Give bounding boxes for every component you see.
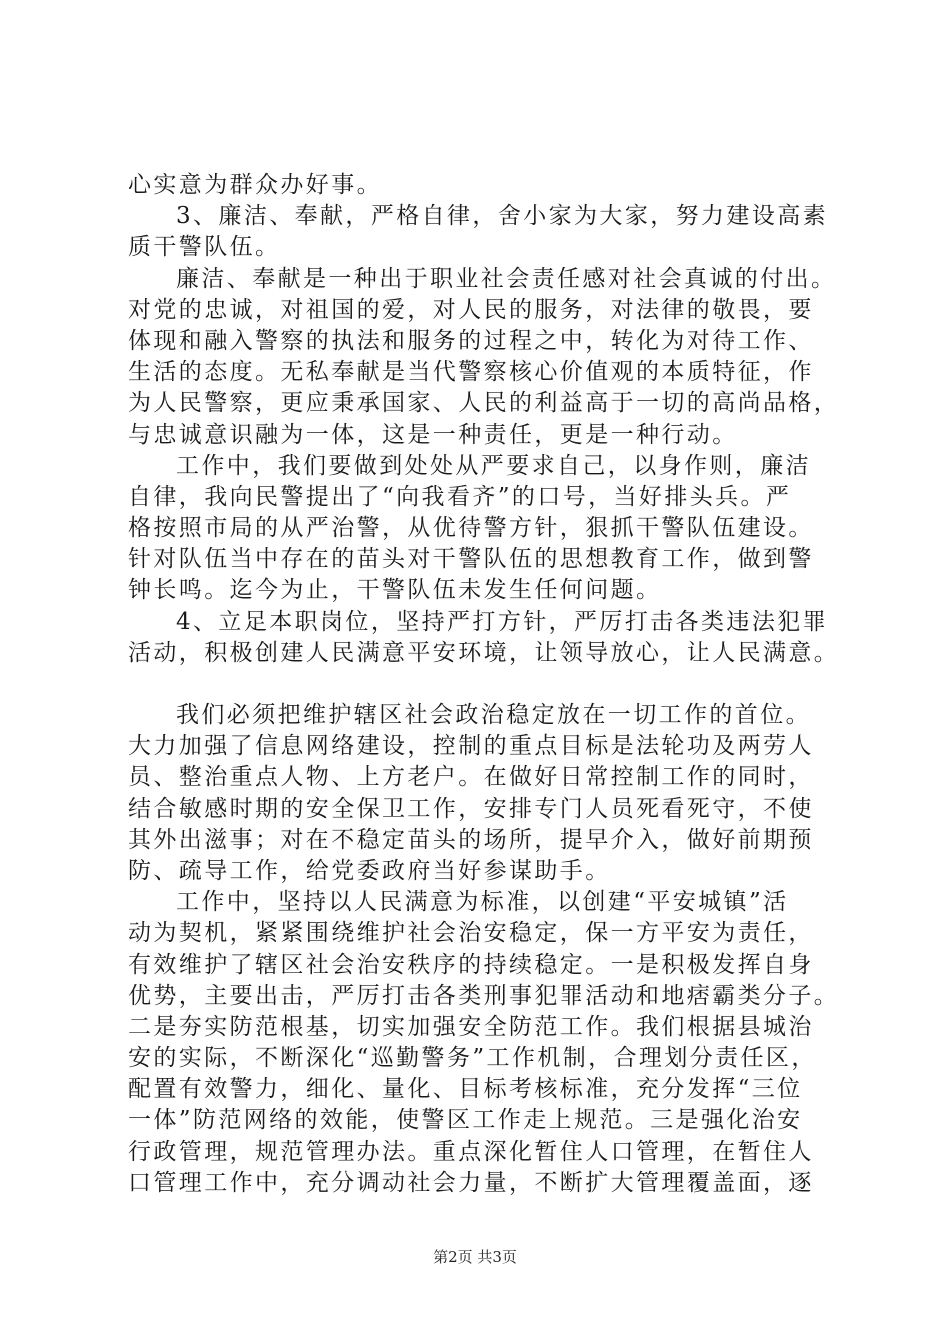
- text-line: 结合敏感时期的安全保卫工作，安排专门人员死看死守，不使: [128, 795, 814, 822]
- text-line: 其外出滋事；对在不稳定苗头的场所，提早介入，做好前期预: [128, 826, 814, 853]
- text-line: 工作中，我们要做到处处从严要求自己，以身作则，廉洁: [176, 452, 811, 479]
- text-line: 大力加强了信息网络建设，控制的重点目标是法轮功及两劳人: [128, 733, 814, 760]
- text-line: 一体”防范网络的效能，使警区工作走上规范。三是强化治安: [128, 1107, 803, 1134]
- text-line: 动为契机，紧紧围绕维护社会治安稳定，保一方平安为责任，: [128, 920, 814, 947]
- text-line: 活动，积极创建人民满意平安环境，让领导放心，让人民满意。: [128, 639, 840, 666]
- text-line: 格按照市局的从严治警，从优待警方针，狠抓干警队伍建设。: [128, 515, 814, 542]
- text-line: 钟长鸣。迄今为止，干警队伍未发生任何问题。: [128, 577, 662, 604]
- text-line: 有效维护了辖区社会治安秩序的持续稳定。一是积极发挥自身: [128, 951, 814, 978]
- text-line: 4、立足本职岗位，坚持严打方针，严厉打击各类违法犯罪: [176, 608, 829, 635]
- text-line: 为人民警察，更应秉承国家、人民的利益高于一切的高尚品格，: [128, 390, 840, 417]
- text-line: 自律，我向民警提出了“向我看齐”的口号，当好排头兵。严: [128, 483, 792, 510]
- text-line: 质干警队伍。: [128, 234, 281, 261]
- text-line: 员、整治重点人物、上方老户。在做好日常控制工作的同时，: [128, 764, 814, 791]
- text-line: 对党的忠诚，对祖国的爱，对人民的服务，对法律的敬畏，要: [128, 296, 814, 323]
- text-line: 针对队伍当中存在的苗头对干警队伍的思想教育工作，做到警: [128, 546, 814, 573]
- blank-line: [128, 669, 848, 700]
- text-line: 配置有效警力，细化、量化、目标考核标准，充分发挥“三位: [128, 1076, 803, 1103]
- text-line: 体现和融入警察的执法和服务的过程之中，转化为对待工作、: [128, 327, 814, 354]
- text-line: 生活的态度。无私奉献是当代警察核心价值观的本质特征，作: [128, 359, 814, 386]
- text-line: 安的实际，不断深化“巡勤警务”工作机制，合理划分责任区，: [128, 1045, 817, 1072]
- page-footer: 第2页 共3页: [433, 1248, 517, 1266]
- document-body: [128, 170, 848, 1199]
- text-line: 心实意为群众办好事。: [128, 172, 382, 198]
- text-line: 优势，主要出击，严厉打击各类刑事犯罪活动和地痞霸类分子。: [128, 982, 840, 1009]
- text-line: 行政管理，规范管理办法。重点深化暂住人口管理，在暂住人: [128, 1138, 814, 1165]
- text-line: 与忠诚意识融为一体，这是一种责任，更是一种行动。: [128, 421, 738, 448]
- text-line: 口管理工作中，充分调动社会力量，不断扩大管理覆盖面，逐: [128, 1169, 814, 1196]
- text-line: 防、疏导工作，给党委政府当好参谋助手。: [128, 857, 611, 884]
- text-line: 3、廉洁、奉献，严格自律，舍小家为大家，努力建设高素: [176, 203, 829, 230]
- text-line: 我们必须把维护辖区社会政治稳定放在一切工作的首位。: [176, 702, 811, 728]
- text-line: 工作中，坚持以人民满意为标准，以创建“平安城镇”活: [176, 889, 789, 916]
- text-line: 廉洁、奉献是一种出于职业社会责任感对社会真诚的付出。: [176, 265, 837, 292]
- text-line: 二是夯实防范根基，切实加强安全防范工作。我们根据县城治: [128, 1013, 814, 1040]
